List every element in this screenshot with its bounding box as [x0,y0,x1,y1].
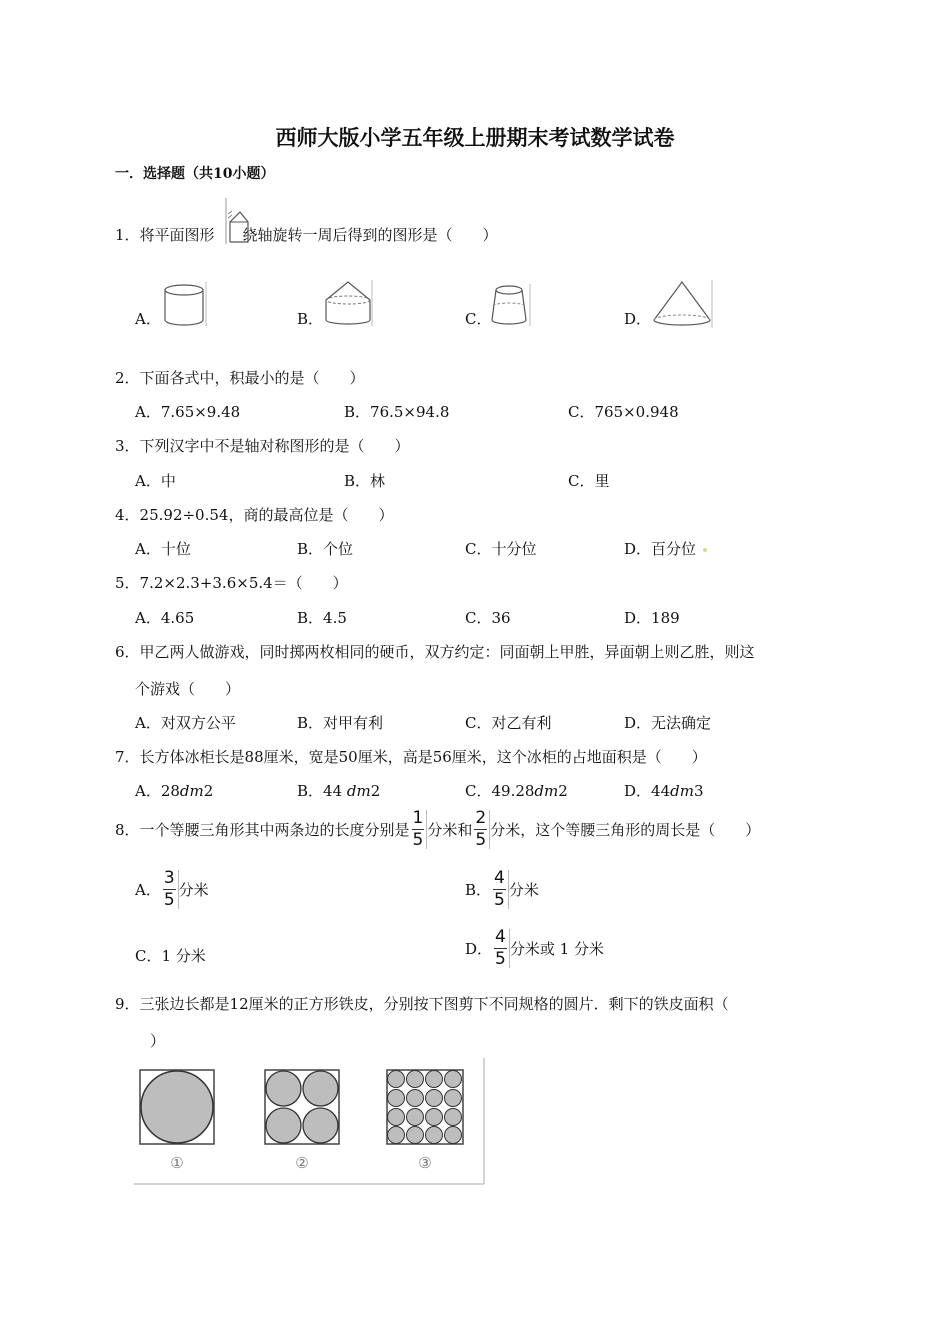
fraction-1-5: $\frac{1}{5}$ [410,810,428,849]
q1-option-a[interactable]: A． [135,310,161,328]
q1-option-b[interactable]: B． [297,310,324,328]
q7-b-exp: 2 [370,782,381,800]
cylinder-figure [160,280,208,328]
figure-label-3: ③ [418,1154,432,1172]
question-1-post: 绕轴旋转一周后得到的图形是（ ） [242,226,498,244]
q6-option-a[interactable]: A．对双方公平 [135,714,236,732]
q8-option-a[interactable] [135,870,209,909]
q1-option-c[interactable]: C． [465,310,492,328]
fraction-2-5: $\frac{2}{5}$ [472,810,490,849]
q8-option-d[interactable] [465,929,604,968]
q7-c-exp: 2 [558,782,568,800]
q6-option-d[interactable]: D．无法确定 [624,714,712,732]
cone-on-cylinder-figure [322,278,374,328]
q4-option-d[interactable]: D．百分位 [624,540,697,558]
question-9-line-1: 9．三张边长都是12厘米的正方形铁皮，分别按下图剪下不同规格的圆片．剩下的铁皮面积（ [115,995,729,1013]
question-9-line-2: ） [150,1032,166,1050]
q7-b-unit: dm [346,782,371,800]
question-5: 5．7.2×2.3+3.6×5.4＝（ ） [115,574,348,592]
figure-label-1: ① [170,1154,184,1172]
q5-option-b[interactable]: B．4.5 [297,609,347,627]
q5-option-a[interactable]: A．4.65 [135,609,195,627]
question-6-line-1: 6．甲乙两人做游戏，同时掷两枚相同的硬币，双方约定：同面朝上甲胜，异面朝上则乙胜，则这 [115,643,755,661]
q5-option-c[interactable]: C．36 [465,609,511,627]
question-4: 4．25.92÷0.54，商的最高位是（ ） [115,506,394,524]
q7-b-value: B．44 [297,782,347,800]
q4-option-c[interactable]: C．十分位 [465,540,537,558]
q7-d-unit: dm [670,782,694,800]
q2-option-c[interactable]: C．765×0.948 [568,403,679,421]
q7-option-a[interactable] [135,780,213,801]
question-7: 7．长方体冰柜长是88厘米，宽是50厘米，高是56厘米，这个冰柜的占地面积是（ ） [115,748,707,766]
q4-option-a[interactable]: A．十位 [135,540,191,558]
q8-d-label: D． [465,940,493,958]
large-circle [141,1071,213,1143]
stray-mark [703,548,707,552]
q6-option-b[interactable]: B．对甲有利 [297,714,384,732]
q7-c-unit: dm [534,782,559,800]
q3-option-c[interactable]: C．里 [568,472,610,490]
circle-cutting-figure [134,1058,486,1186]
question-3: 3．下列汉字中不是轴对称图形的是（ ） [115,437,410,455]
q7-option-d[interactable] [624,780,704,801]
question-2: 2．下面各式中，积最小的是（ ） [115,369,365,387]
q3-option-a[interactable]: A．中 [135,472,176,490]
q3-option-b[interactable]: B．林 [344,472,386,490]
question-1 [115,224,498,245]
q7-c-value: C．49.28 [465,782,535,800]
q7-a-unit: dm [179,782,204,800]
q2-option-a[interactable]: A．7.65×9.48 [135,403,241,421]
page-title: 西师大版小学五年级上册期末考试数学试卷 [275,125,675,150]
question-6-line-2: 个游戏（ ） [135,680,241,698]
q8-b-label: B． [465,881,492,899]
q6-option-c[interactable]: C．对乙有利 [465,714,552,732]
q7-a-value: A．28 [135,782,180,800]
q7-option-c[interactable] [465,780,568,801]
q8-b-suffix: 分米 [508,881,539,899]
frustum-figure [489,282,533,328]
q8-option-b[interactable] [465,870,539,909]
question-1-pre: 1．将平面图形 [115,226,215,244]
q8-post: 分米，这个等腰三角形的周长是（ ） [490,821,761,839]
q7-d-exp: 3 [693,782,704,800]
q8-d-suffix: 分米或 1 分米 [509,940,604,958]
fraction-4-5: $\frac{4}{5}$ [491,870,509,909]
question-8 [115,810,760,849]
q7-option-b[interactable] [297,780,380,801]
q5-option-d[interactable]: D．189 [624,609,680,627]
figure-label-2: ② [295,1154,309,1172]
fraction-4-5-d: $\frac{4}{5}$ [492,929,510,968]
flat-shape-figure [222,196,252,246]
q1-option-d[interactable]: D． [624,310,652,328]
q8-a-label: A． [135,881,161,899]
q8-pre: 8．一个等腰三角形其中两条边的长度分别是 [115,821,410,839]
q8-mid: 分米和 [427,821,473,839]
cone-figure [650,278,714,330]
q8-option-c[interactable]: C．1 分米 [135,947,206,965]
q7-d-value: D．44 [624,782,671,800]
section-heading: 一．选择题（共10小题） [115,166,275,182]
q8-a-suffix: 分米 [178,881,209,899]
q7-a-exp: 2 [203,782,214,800]
fraction-3-5: $\frac{3}{5}$ [161,870,179,909]
q2-option-b[interactable]: B．76.5×94.8 [344,403,450,421]
q4-option-b[interactable]: B．个位 [297,540,354,558]
